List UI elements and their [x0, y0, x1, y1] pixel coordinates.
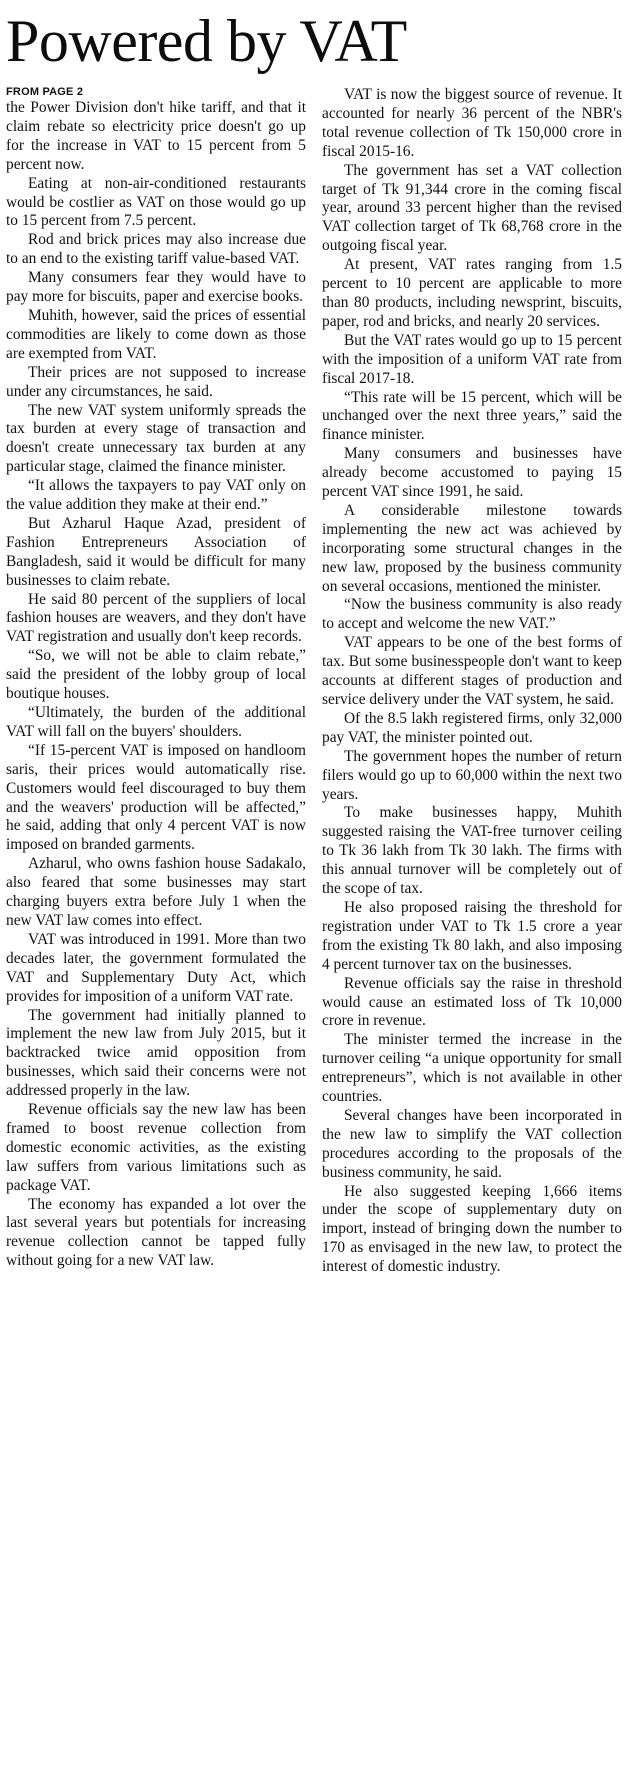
left-column-paragraph: He said 80 percent of the suppliers of local fashion houses are weavers, and they don't have VAT registration and usually don't keep records. [6, 590, 306, 646]
right-column-paragraph: VAT is now the biggest source of revenue. It accounted for nearly 36 percent of the NBR's total revenue collection of Tk 150,000 crore in fiscal 2015-16. [322, 86, 622, 160]
continuation-kicker: FROM PAGE 2 [6, 86, 84, 98]
left-column-paragraph: Rod and brick prices may also increase due to an end to the existing tariff value-based VAT. [6, 231, 306, 268]
left-column-paragraph: “If 15-percent VAT is imposed on handloom saris, their prices would automatically rise. Customers would feel discouraged to buy them and the weavers' production will be affected,” he said, adding that only 4 percent VAT is now imposed on branded garments. [6, 741, 306, 854]
left-column [6, 86, 306, 1277]
left-column-paragraph: Many consumers fear they would have to pay more for biscuits, paper and exercise books. [6, 269, 306, 306]
article-body [6, 86, 622, 1277]
right-column-paragraph: The government hopes the number of return filers would go up to 60,000 within the next two years. [322, 747, 622, 803]
right-column-paragraph: Several changes have been incorporated in the new law to simplify the VAT collection procedures according to the proposals of the business community, he said. [322, 1106, 622, 1181]
right-column-paragraph: But the VAT rates would go up to 15 percent with the imposition of a uniform VAT rate from fiscal 2017-18. [322, 331, 622, 387]
left-column-paragraph: The new VAT system uniformly spreads the tax burden at every stage of transaction and doesn't create unnecessary tax burden at any particular stage, claimed the finance minister. [6, 401, 306, 476]
right-column-paragraph: A considerable milestone towards implementing the new act was achieved by incorporating some structural changes in the new law, proposed by the business community on several occasions, mentioned the minister. [322, 501, 622, 595]
right-column-paragraph: “This rate will be 15 percent, which will be unchanged over the next three years,” said the finance minister. [322, 388, 622, 444]
right-column-paragraph: “Now the business community is also ready to accept and welcome the new VAT.” [322, 596, 622, 633]
left-column-paragraph: The economy has expanded a lot over the last several years but potentials for increasing revenue collection cannot be tapped fully without going for a new VAT law. [6, 1195, 306, 1270]
left-column-paragraph: “Ultimately, the burden of the additional VAT will fall on the buyers' shoulders. [6, 704, 306, 740]
right-column-paragraph: Of the 8.5 lakh registered firms, only 32,000 pay VAT, the minister pointed out. [322, 709, 622, 746]
left-column-paragraph: Eating at non-air-conditioned restaurants would be costlier as VAT on those would go up to 15 percent from 7.5 percent. [6, 174, 306, 230]
left-column-paragraph: “So, we will not be able to claim rebate,” said the president of the lobby group of local boutique houses. [6, 647, 306, 703]
left-column-paragraph: “It allows the taxpayers to pay VAT only on the value addition they make at their end.” [6, 477, 306, 514]
right-column-paragraph: To make businesses happy, Muhith suggested raising the VAT-free turnover ceiling to Tk 36 lakh from Tk 30 lakh. The firms with this annual turnover will be completely out of the scope of tax. [322, 804, 622, 898]
right-column-paragraph: VAT appears to be one of the best forms of tax. But some businesspeople don't want to keep accounts at different stages of production and service delivery under the VAT system, he said. [322, 634, 622, 708]
left-column-paragraph: VAT was introduced in 1991. More than two decades later, the government formulated the VAT and Supplementary Duty Act, which provides for imposition of a uniform VAT rate. [6, 930, 306, 1005]
right-column-paragraph: He also proposed raising the threshold for registration under VAT to Tk 1.5 crore a year from the existing Tk 80 lakh, and also imposing 4 percent turnover tax on the businesses. [322, 898, 622, 973]
right-column-paragraph: At present, VAT rates ranging from 1.5 percent to 10 percent are applicable to more than 80 products, including newsprint, biscuits, paper, rod and bricks, and nearly 20 services. [322, 256, 622, 330]
right-column-paragraph: The minister termed the increase in the turnover ceiling “a unique opportunity for small entrepreneurs”, which is not available in other countries. [322, 1031, 622, 1106]
right-column-paragraph: He also suggested keeping 1,666 items under the scope of supplementary duty on import, instead of bringing down the number to 170 as envisaged in the new law, to protect the interest of domestic industry. [322, 1182, 622, 1276]
left-column-paragraph: Azharul, who owns fashion house Sadakalo, also feared that some businesses may start charging buyers extra before July 1 when the new VAT law comes into effect. [6, 855, 306, 929]
right-column-paragraph: Revenue officials say the raise in threshold would cause an estimated loss of Tk 10,000 crore in revenue. [322, 974, 622, 1030]
right-column [322, 86, 622, 1277]
left-column-paragraph: Revenue officials say the new law has been framed to boost revenue collection from domestic economic activities, as the existing law suffers from various limitations such as package VAT. [6, 1101, 306, 1194]
left-column-paragraph: Their prices are not supposed to increase under any circumstances, he said. [6, 363, 306, 400]
headline: Powered by VAT [6, 8, 407, 74]
right-column-paragraph: Many consumers and businesses have already become accustomed to paying 15 percent VAT since 1991, he said. [322, 445, 622, 501]
left-column-paragraph: Muhith, however, said the prices of essential commodities are likely to come down as those are exempted from VAT. [6, 306, 306, 362]
left-column-paragraph: But Azharul Haque Azad, president of Fashion Entrepreneurs Association of Bangladesh, said it would be difficult for many businesses to claim rebate. [6, 514, 306, 589]
right-column-paragraph: The government has set a VAT collection target of Tk 91,344 crore in the coming fiscal year, around 33 percent higher than the revised VAT collection target of Tk 68,768 crore in the outgoing fiscal year. [322, 161, 622, 255]
left-column-paragraph: the Power Division don't hike tariff, and that it claim rebate so electricity price doesn't go up for the increase in VAT to 15 percent from 5 percent now. [6, 99, 306, 173]
left-column-paragraph: The government had initially planned to implement the new law from July 2015, but it backtracked twice amid opposition from businesses, which said their concerns were not addressed properly in the law. [6, 1006, 306, 1100]
